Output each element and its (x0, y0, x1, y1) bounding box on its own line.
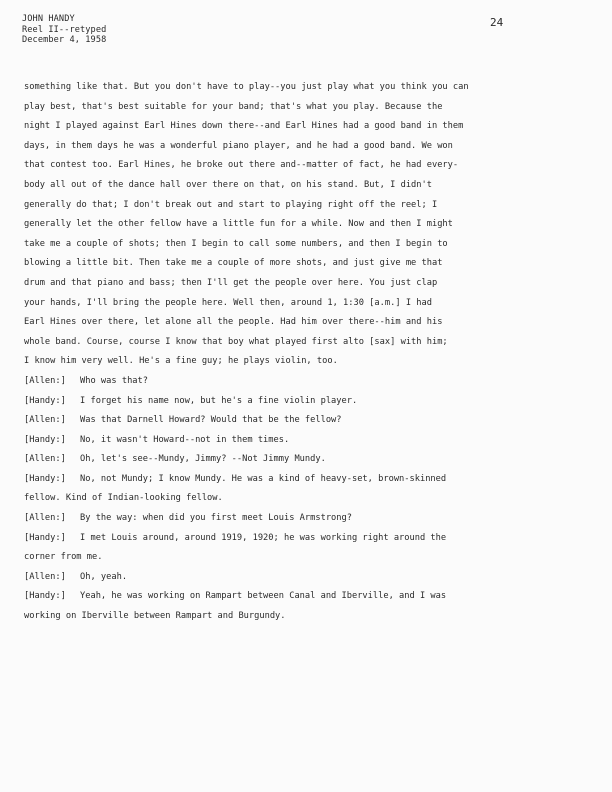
transcript-line (24, 313, 584, 333)
line-text: Was that Darnell Howard? Would that be the fellow? (80, 415, 342, 426)
speaker-label: [Handy:] (24, 591, 66, 602)
line-text: By the way: when did you first meet Louis Armstrong? (80, 513, 352, 524)
dialogue-line (24, 470, 584, 490)
dialogue-line (24, 568, 584, 588)
speaker-label: [Allen:] (24, 513, 66, 524)
line-text: take me a couple of shots; then I begin to call some numbers, and then I begin to (24, 238, 448, 249)
interviewee-name: JOHN HANDY (22, 14, 75, 24)
page-header (22, 14, 106, 46)
line-text: corner from me. (24, 552, 103, 563)
transcript-line (24, 333, 584, 353)
transcript-line (24, 137, 584, 157)
dialogue-line (24, 431, 584, 451)
transcript-line (24, 117, 584, 137)
page-number: 24 (490, 16, 504, 29)
speaker-label: [Handy:] (24, 434, 66, 445)
speaker-label: [Allen:] (24, 375, 66, 386)
line-text: I know him very well. He's a fine guy; he plays violin, too. (24, 356, 338, 367)
line-text: I forget his name now, but he's a fine violin player. (80, 395, 358, 406)
reel-label: Reel II--retyped (22, 24, 107, 35)
line-text: Who was that? (80, 375, 148, 386)
transcript-line (24, 156, 584, 176)
line-text: body all out of the dance hall over there on that, on his stand. But, I didn't (24, 179, 432, 190)
transcript-line (24, 215, 584, 235)
dialogue-line (24, 372, 584, 392)
line-text: that contest too. Earl Hines, he broke out there and--matter of fact, he had every- (24, 160, 459, 171)
transcript-line (24, 254, 584, 274)
line-text: working on Iberville between Rampart and Burgundy. (24, 611, 286, 622)
transcript-line (24, 235, 584, 255)
transcript-line (24, 274, 584, 294)
line-text: Yeah, he was working on Rampart between Canal and Iberville, and I was (80, 591, 447, 602)
speaker-label: [Handy:] (24, 395, 66, 406)
speaker-label: [Allen:] (24, 415, 66, 426)
transcript-line (24, 548, 584, 568)
dialogue-line (24, 392, 584, 412)
line-text: No, not Mundy; I know Mundy. He was a kind of heavy-set, brown-skinned (80, 473, 447, 484)
line-text: play best, that's best suitable for your band; that's what you play. Because the (24, 101, 443, 112)
line-text: fellow. Kind of Indian-looking fellow. (24, 493, 223, 504)
transcript-line (24, 294, 584, 314)
transcript-body (24, 78, 584, 627)
interview-date: December 4, 1958 (22, 35, 107, 46)
line-text: No, it wasn't Howard--not in them times. (80, 434, 290, 445)
line-text: Oh, let's see--Mundy, Jimmy? --Not Jimmy Mundy. (80, 454, 326, 465)
speaker-label: [Allen:] (24, 571, 66, 582)
line-text: generally let the other fellow have a little fun for a while. Now and then I might (24, 219, 453, 230)
line-text: days, in them days he was a wonderful piano player, and he had a good band. We won (24, 140, 453, 151)
transcript-line (24, 98, 584, 118)
dialogue-line (24, 450, 584, 470)
line-text: something like that. But you don't have to play--you just play what you think you can (24, 82, 469, 92)
transcript-line (24, 78, 584, 98)
transcript-line (24, 196, 584, 216)
transcript-line (24, 176, 584, 196)
line-text: whole band. Course, course I know that boy what played first alto [sax] with him; (24, 336, 448, 347)
transcript-line (24, 607, 584, 627)
speaker-label: [Handy:] (24, 532, 66, 543)
speaker-label: [Handy:] (24, 473, 66, 484)
dialogue-line (24, 529, 584, 549)
line-text: Earl Hines over there, let alone all the people. Had him over there--him and his (24, 317, 443, 328)
dialogue-line (24, 411, 584, 431)
transcript-line (24, 352, 584, 372)
line-text: Oh, yeah. (80, 571, 128, 582)
dialogue-line (24, 587, 584, 607)
line-text: blowing a little bit. Then take me a couple of more shots, and just give me that (24, 258, 443, 269)
speaker-label: [Allen:] (24, 454, 66, 465)
line-text: night I played against Earl Hines down there--and Earl Hines had a good band in them (24, 121, 464, 132)
dialogue-line (24, 509, 584, 529)
line-text: I met Louis around, around 1919, 1920; he was working right around the (80, 532, 447, 543)
line-text: drum and that piano and bass; then I'll get the people over here. You just clap (24, 277, 438, 288)
transcript-line (24, 489, 584, 509)
line-text: your hands, I'll bring the people here. Well then, around 1, 1:30 [a.m.] I had (24, 297, 432, 308)
line-text: generally do that; I don't break out and start to playing right off the reel; I (24, 199, 438, 210)
